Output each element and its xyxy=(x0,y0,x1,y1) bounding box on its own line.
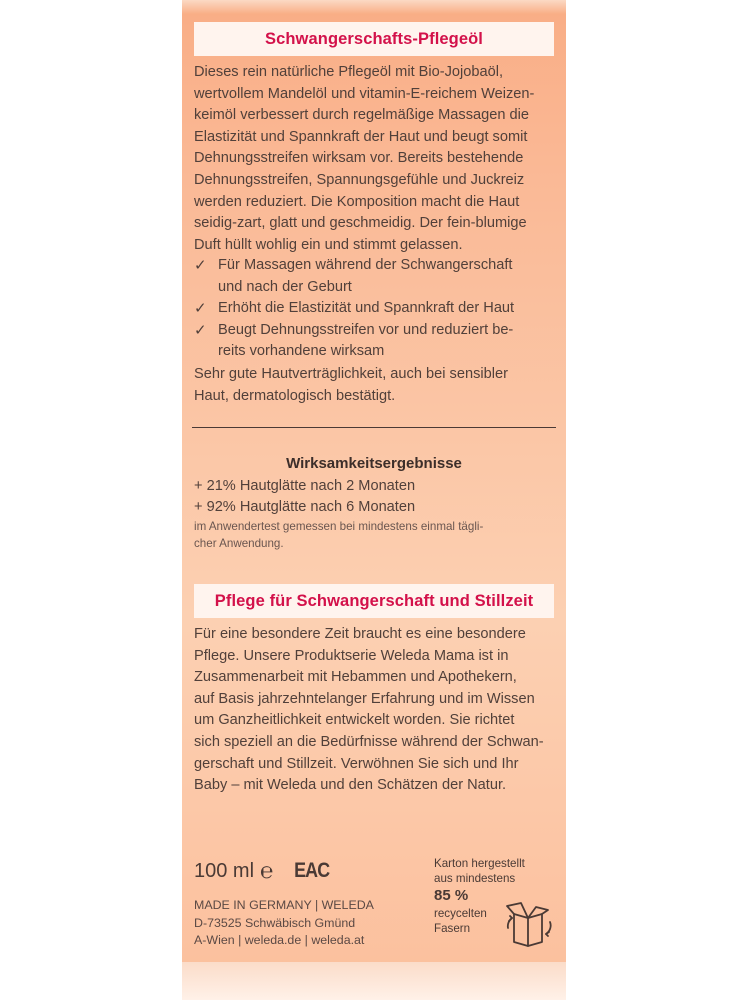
volume-label: 100 ml xyxy=(194,859,255,882)
care-line: Pflege. Unsere Produktserie Weleda Mama ist in xyxy=(194,647,509,664)
benefit-line: Erhöht die Elastizität und Spannkraft der Haut xyxy=(218,300,515,317)
care-line: auf Basis jahrzehntelanger Erfahrung und im Wissen xyxy=(194,690,535,707)
checkmark-icon: ✓ xyxy=(194,321,207,339)
footnote-line: cher Anwendung. xyxy=(194,537,284,550)
manufacturer-line: MADE IN GERMANY | WELEDA xyxy=(194,898,374,912)
description-line: Dieses rein natürliche Pflegeöl mit Bio-Jojobaöl, xyxy=(194,64,504,80)
care-line: Zusammenarbeit mit Hebammen und Apothekern, xyxy=(194,669,517,686)
result-item: + 21% Hautglätte nach 2 Monaten xyxy=(194,478,416,494)
description-line: werden reduziert. Die Komposition macht die Haut xyxy=(194,193,520,210)
recycling-percent: 85 % xyxy=(434,887,469,904)
description-line: Dehnungsstreifen wirksam vor. Bereits bestehende xyxy=(194,150,524,167)
description-line: seidig-zart, glatt und geschmeidig. Der fein-blumige xyxy=(194,215,527,232)
checkmark-icon: ✓ xyxy=(194,257,207,274)
recycled-carton-icon xyxy=(504,890,556,950)
recycling-line: aus mindestens xyxy=(434,872,516,885)
footnote-line: im Anwendertest gemessen bei mindestens einmal tägli- xyxy=(194,520,484,533)
care-heading xyxy=(194,584,554,618)
manufacturer-line: A-Wien | weleda.de | weleda.at xyxy=(194,933,365,947)
product-heading-text: Schwangerschafts-Pflegeöl xyxy=(265,29,483,48)
care-line: um Ganzheitlichkeit entwickelt worden. Sie richtet xyxy=(194,712,515,729)
description-line: Dehnungsstreifen, Spannungsgefühle und Juckreiz xyxy=(194,171,525,188)
care-line: Baby – mit Weleda und den Schätzen der Natur. xyxy=(194,777,507,794)
care-line: Für eine besondere Zeit braucht es eine besondere xyxy=(194,626,526,642)
benefit-line: reits vorhandene wirksam xyxy=(218,343,385,360)
product-heading xyxy=(194,22,554,56)
care-line: gerschaft und Stillzeit. Verwöhnen Sie sich und Ihr xyxy=(194,755,519,772)
tolerance-line: Sehr gute Hautverträglichkeit, auch bei sensibler xyxy=(194,366,508,382)
eac-mark: EAC xyxy=(294,859,330,882)
benefit-item xyxy=(192,320,558,363)
manufacturer-info xyxy=(194,897,374,950)
benefit-line: Für Massagen während der Schwangerschaft xyxy=(218,257,513,273)
volume-row xyxy=(194,858,333,884)
result-item: + 92% Hautglätte nach 6 Monaten xyxy=(194,499,416,515)
recycling-line: recycelten xyxy=(434,907,487,920)
description-line: Elastizität und Spannkraft der Haut und beugt somit xyxy=(194,128,528,145)
checkmark-icon: ✓ xyxy=(194,300,207,318)
care-description xyxy=(194,624,558,797)
benefit-item xyxy=(192,255,558,298)
package-bottom-edge xyxy=(182,962,566,1000)
manufacturer-line: D-73525 Schwäbisch Gmünd xyxy=(194,915,356,930)
results-title: Wirksamkeitsergebnisse xyxy=(286,455,462,472)
package-top-edge xyxy=(182,0,566,14)
product-description xyxy=(194,62,558,256)
description-line: Duft hüllt wohlig ein und stimmt gelassen. xyxy=(194,236,463,253)
tolerance-line: Haut, dermatologisch bestätigt. xyxy=(194,387,396,404)
recycling-line: Karton hergestellt xyxy=(434,857,525,870)
benefit-item xyxy=(192,298,558,320)
care-line: sich speziell an die Bedürfnisse während der Schwan- xyxy=(194,733,544,750)
results-footnote xyxy=(194,518,558,552)
recycling-line: Fasern xyxy=(434,922,471,935)
benefit-line: und nach der Geburt xyxy=(218,278,352,295)
section-divider xyxy=(192,427,556,428)
estimated-sign-icon: ℮ xyxy=(260,858,274,883)
benefits-list xyxy=(192,255,558,363)
care-heading-text: Pflege für Schwangerschaft und Stillzeit xyxy=(214,591,534,610)
product-package-side xyxy=(182,0,566,1000)
description-line: keimöl verbessert durch regelmäßige Massagen die xyxy=(194,107,530,124)
tolerance-note xyxy=(194,364,558,407)
description-line: wertvollem Mandelöl und vitamin-E-reichem Weizen- xyxy=(194,85,535,102)
benefit-line: Beugt Dehnungsstreifen vor und reduziert be- xyxy=(218,321,514,338)
